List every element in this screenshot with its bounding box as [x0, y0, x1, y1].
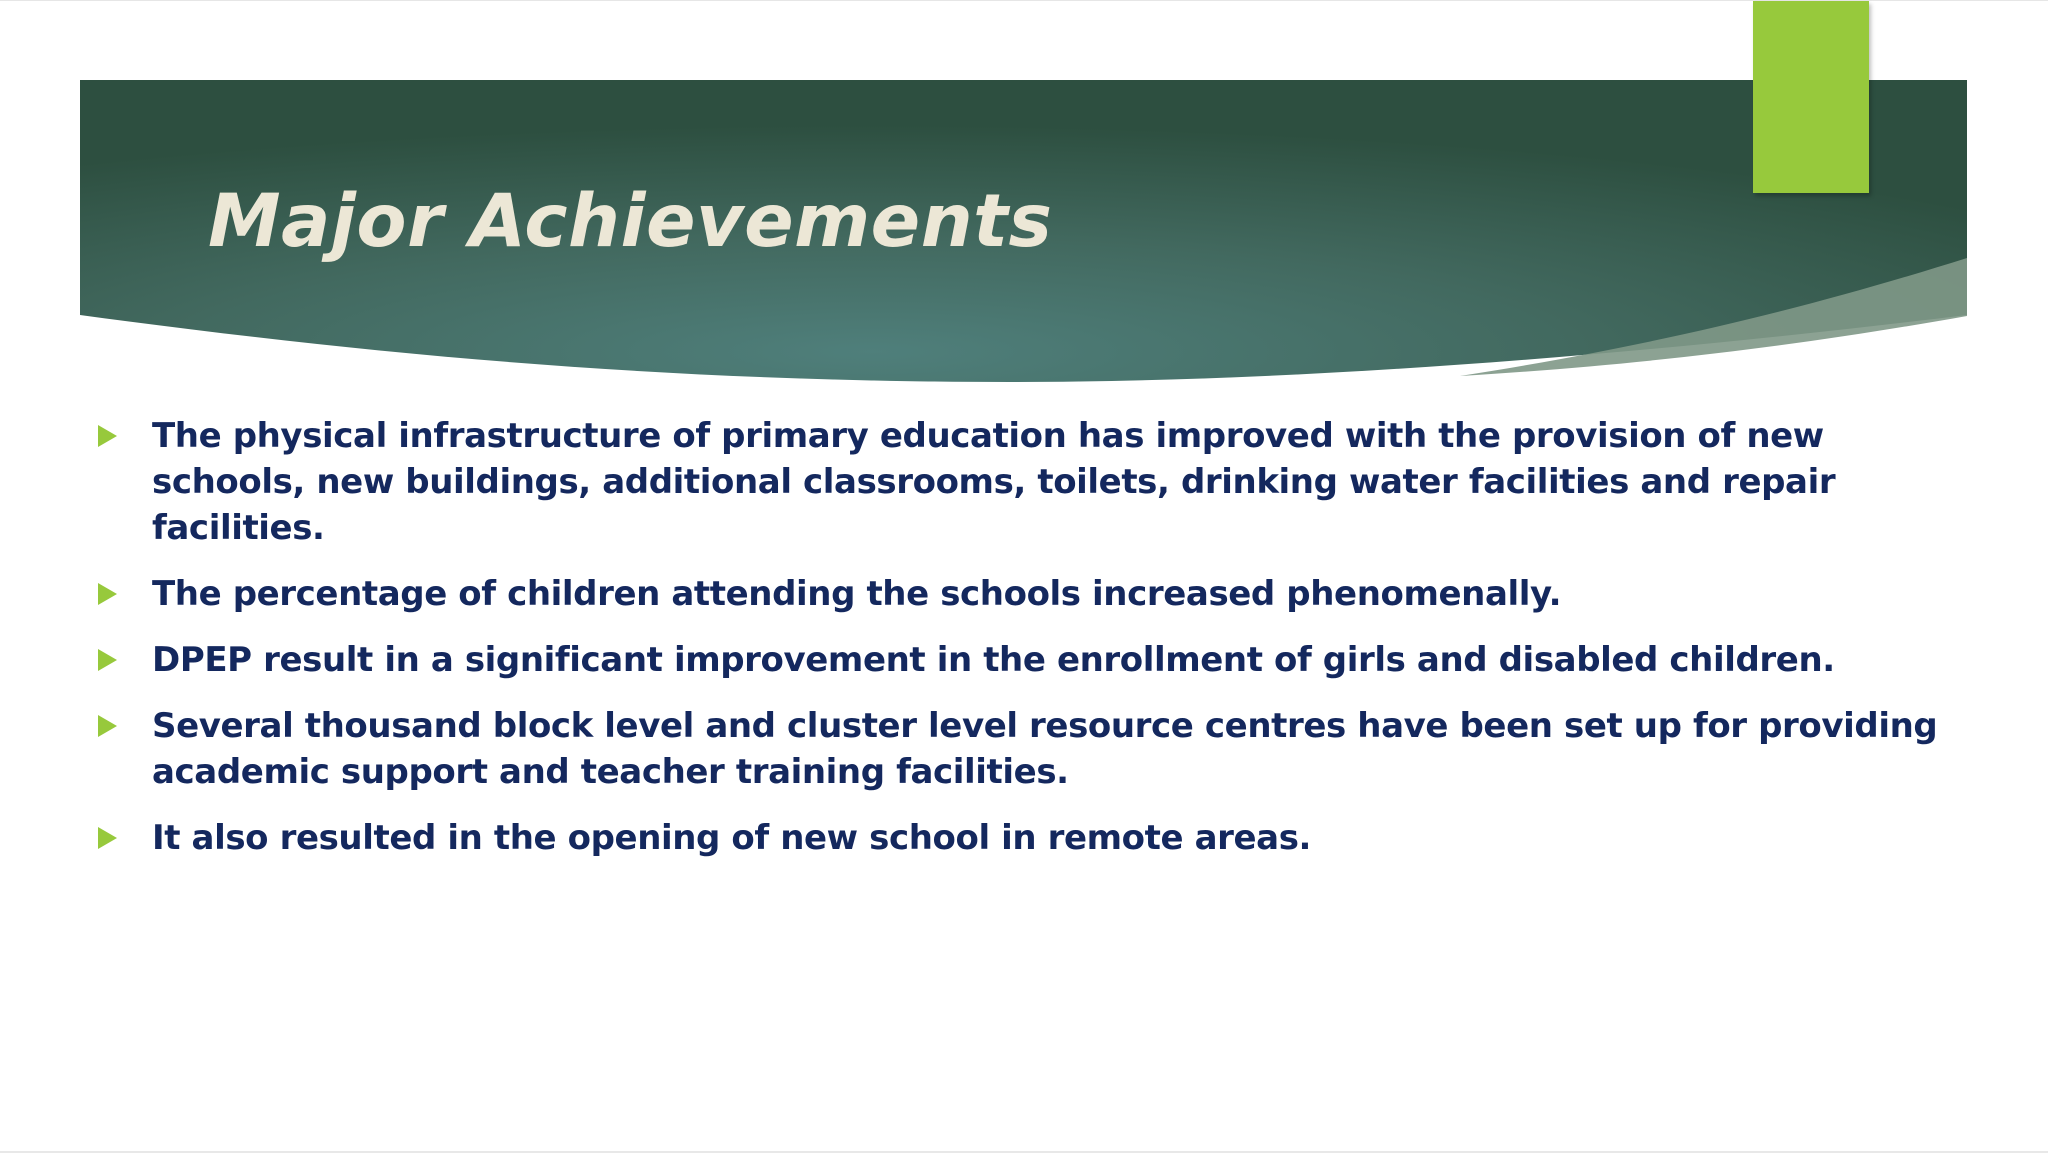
bullet-text: Several thousand block level and cluster level resource centres have been set up for providing academic support and teacher training facilities.: [152, 706, 1938, 792]
slide-title: Major Achievements: [208, 179, 1053, 264]
triangle-bullet-icon: [98, 715, 117, 737]
triangle-bullet-icon: [98, 827, 117, 849]
triangle-bullet-icon: [98, 649, 117, 671]
triangle-bullet-icon: [98, 425, 117, 447]
bullet-item: [94, 571, 1974, 617]
bullet-text: It also resulted in the opening of new school in remote areas.: [152, 818, 1312, 858]
bullet-text: The physical infrastructure of primary education has improved with the provision of new schools, new buildings, additional classrooms, toilets, drinking water facilities and repair facilities.: [152, 416, 1836, 548]
bullet-text: The percentage of children attending the schools increased phenomenally.: [152, 574, 1562, 614]
bullet-list: [94, 413, 1974, 881]
bullet-item: [94, 637, 1974, 683]
accent-tab: [1753, 1, 1869, 193]
bullet-item: [94, 703, 1974, 795]
bullet-text: DPEP result in a significant improvement in the enrollment of girls and disabled children.: [152, 640, 1835, 680]
bullet-item: [94, 815, 1974, 861]
bullet-item: [94, 413, 1974, 551]
triangle-bullet-icon: [98, 583, 117, 605]
